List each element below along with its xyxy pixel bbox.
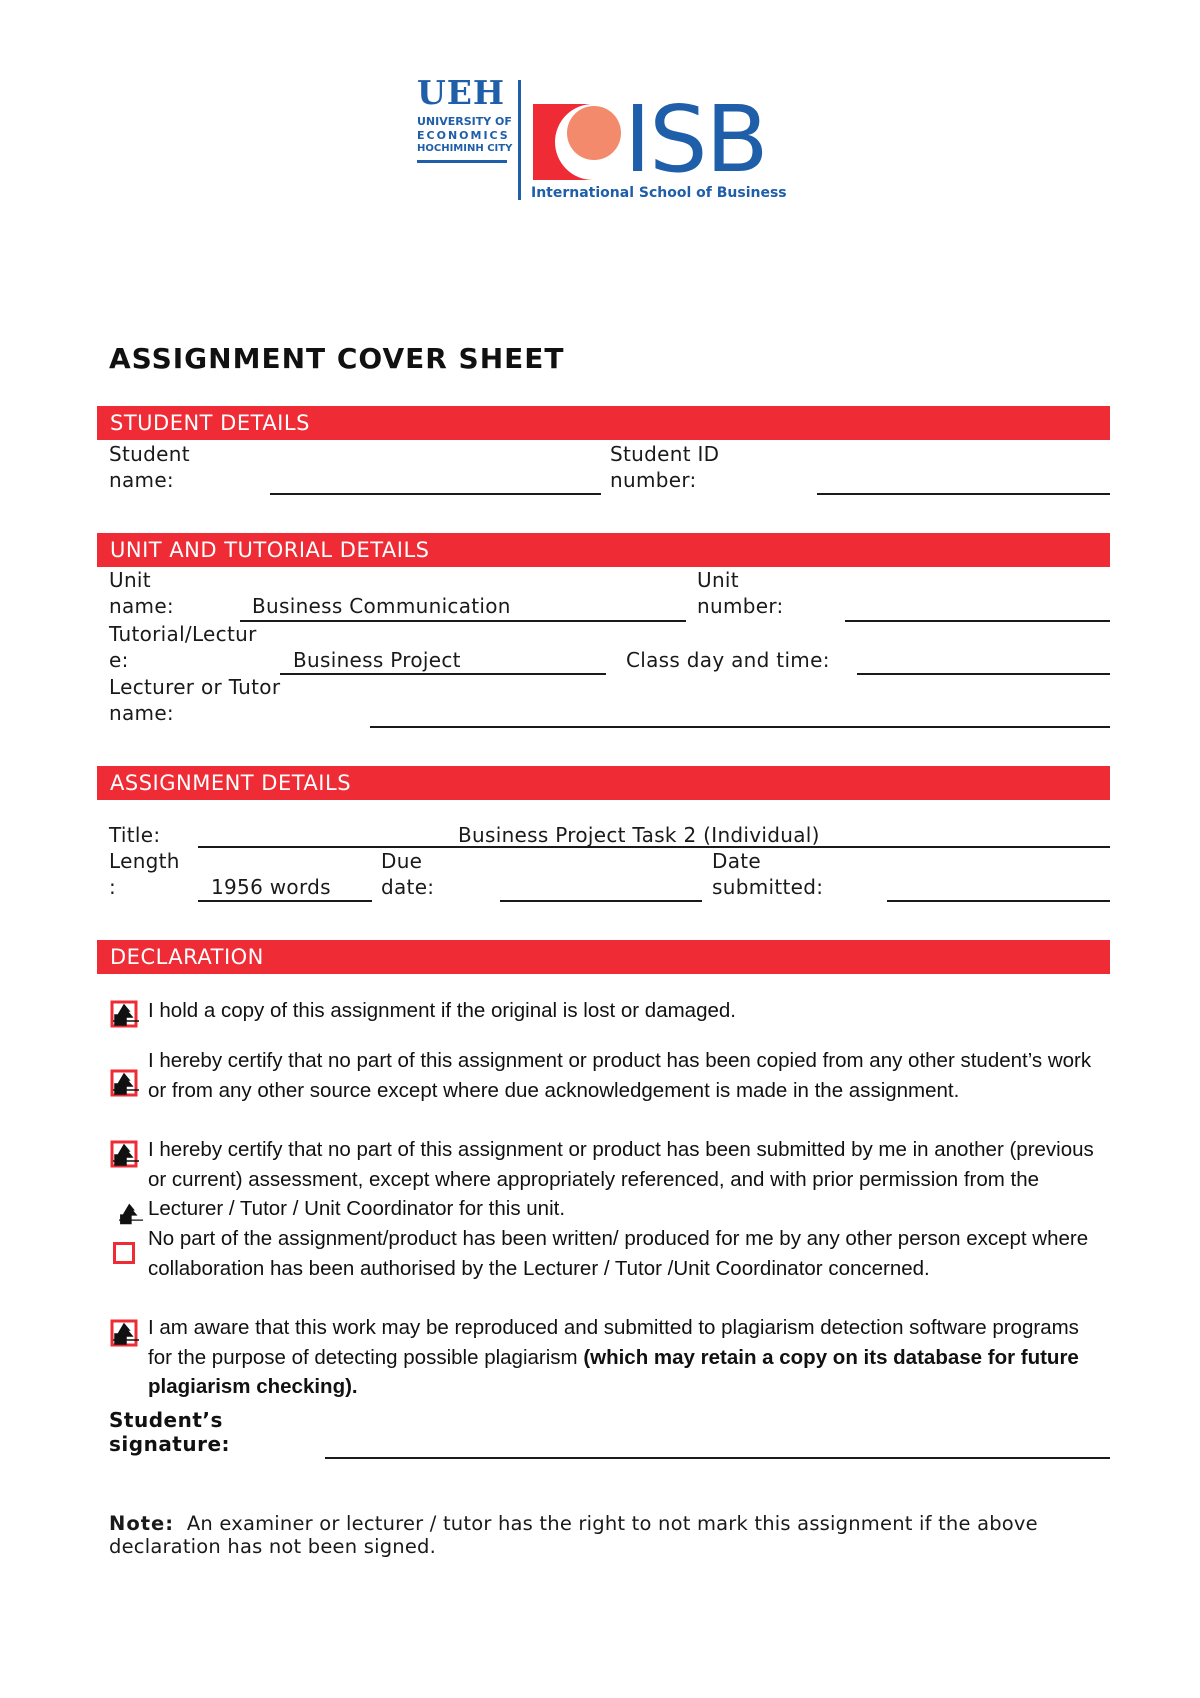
- checkbox-checked-icon[interactable]: [110, 1068, 140, 1098]
- declaration-item-5: [148, 1313, 1098, 1402]
- assignment-title-field[interactable]: [198, 846, 1110, 848]
- note-label: Note:: [109, 1512, 175, 1535]
- page-title: ASSIGNMENT COVER SHEET: [109, 342, 565, 375]
- date-submitted-field[interactable]: [887, 900, 1110, 902]
- tutorial-label: Tutorial/Lectur e:: [109, 622, 257, 672]
- isb-logo-wordmark: ISB: [624, 86, 767, 193]
- unit-number-label: Unit number:: [697, 568, 784, 618]
- unit-name-field[interactable]: [240, 620, 686, 622]
- tutorial-field[interactable]: [280, 673, 606, 675]
- due-date-field[interactable]: [500, 900, 702, 902]
- signature-label: Student’s signature:: [109, 1408, 231, 1456]
- checkbox-unchecked[interactable]: [113, 1242, 135, 1264]
- length-value[interactable]: 1956 words: [211, 875, 331, 899]
- assignment-details-header-label: ASSIGNMENT DETAILS: [110, 771, 352, 795]
- date-submitted-label: Date submitted:: [712, 849, 824, 899]
- student-name-label: Student name:: [109, 442, 190, 492]
- ueh-logo-line3: HOCHIMINH CITY: [417, 143, 513, 154]
- tree-glyph-icon: [118, 1203, 144, 1227]
- checkbox-checked-icon[interactable]: [110, 999, 140, 1029]
- student-name-field[interactable]: [270, 493, 601, 495]
- declaration-item-3: I hereby certify that no part of this assignment or product has been submitted by me in another (previous or current) assessment, except where appropriately referenced, and with prior permission from the Lecturer / Tutor / Unit Coordinator for this unit.: [148, 1138, 1094, 1220]
- unit-details-header-label: UNIT AND TUTORIAL DETAILS: [110, 538, 430, 562]
- class-day-time-label: Class day and time:: [626, 648, 830, 672]
- note: [109, 1512, 1089, 1558]
- declaration-header-label: DECLARATION: [110, 945, 264, 969]
- ueh-logo-wordmark: UEH: [417, 73, 506, 112]
- ueh-logo-line2: ECONOMICS: [417, 129, 510, 142]
- note-text: An examiner or lecturer / tutor has the right to not mark this assignment if the above declaration has not been signed.: [109, 1512, 1038, 1558]
- declaration-item-4: No part of the assignment/product has been written/ produced for me by any other person except where collaboration has been authorised by the Lecturer / Tutor /Unit Coordinator concerned.: [148, 1227, 1089, 1280]
- student-id-field[interactable]: [817, 493, 1110, 495]
- checkbox-checked-icon[interactable]: [110, 1318, 140, 1348]
- isb-logo-tagline: International School of Business: [531, 185, 787, 201]
- unit-name-label: Unit name:: [109, 568, 174, 618]
- assignment-title-label: Title:: [109, 823, 161, 847]
- declaration-item-5-text: I am aware that this work may be reproduced and submitted to plagiarism detection software programs for the purpose of detecting possible plagiarism: [148, 1316, 1079, 1369]
- length-label: Length :: [109, 849, 180, 899]
- isb-logo-mark-icon: [533, 104, 621, 180]
- length-field[interactable]: [198, 900, 372, 902]
- declaration-item-2: I hereby certify that no part of this assignment or product has been copied from any other student’s work or from any other source except where due acknowledgement is made in the assignment.: [148, 1049, 1092, 1102]
- assignment-details-header: [97, 766, 1110, 800]
- declaration-item-1: I hold a copy of this assignment if the original is lost or damaged.: [148, 999, 736, 1022]
- logo-divider: [518, 80, 521, 200]
- signature-field[interactable]: [325, 1457, 1110, 1459]
- ueh-logo-rule: [417, 160, 507, 163]
- student-id-label: Student ID number:: [610, 442, 720, 492]
- student-details-header: [97, 406, 1110, 440]
- due-date-label: Due date:: [381, 849, 435, 899]
- tutorial-value[interactable]: Business Project: [293, 648, 461, 672]
- checkbox-checked-icon[interactable]: [110, 1139, 140, 1169]
- unit-name-value[interactable]: Business Communication: [252, 594, 511, 618]
- student-details-header-label: STUDENT DETAILS: [110, 411, 310, 435]
- assignment-title-value[interactable]: Business Project Task 2 (Individual): [458, 823, 820, 847]
- unit-details-header: [97, 533, 1110, 567]
- class-day-time-field[interactable]: [857, 673, 1110, 675]
- ueh-logo-line1: UNIVERSITY OF: [417, 115, 512, 128]
- lecturer-name-field[interactable]: [370, 726, 1110, 728]
- unit-number-field[interactable]: [845, 620, 1110, 622]
- declaration-header: [97, 940, 1110, 974]
- declaration-item-5-bold-text: (which may retain a copy on its database for future plagiarism checking).: [148, 1345, 1079, 1398]
- lecturer-name-label: Lecturer or Tutor name:: [109, 675, 281, 725]
